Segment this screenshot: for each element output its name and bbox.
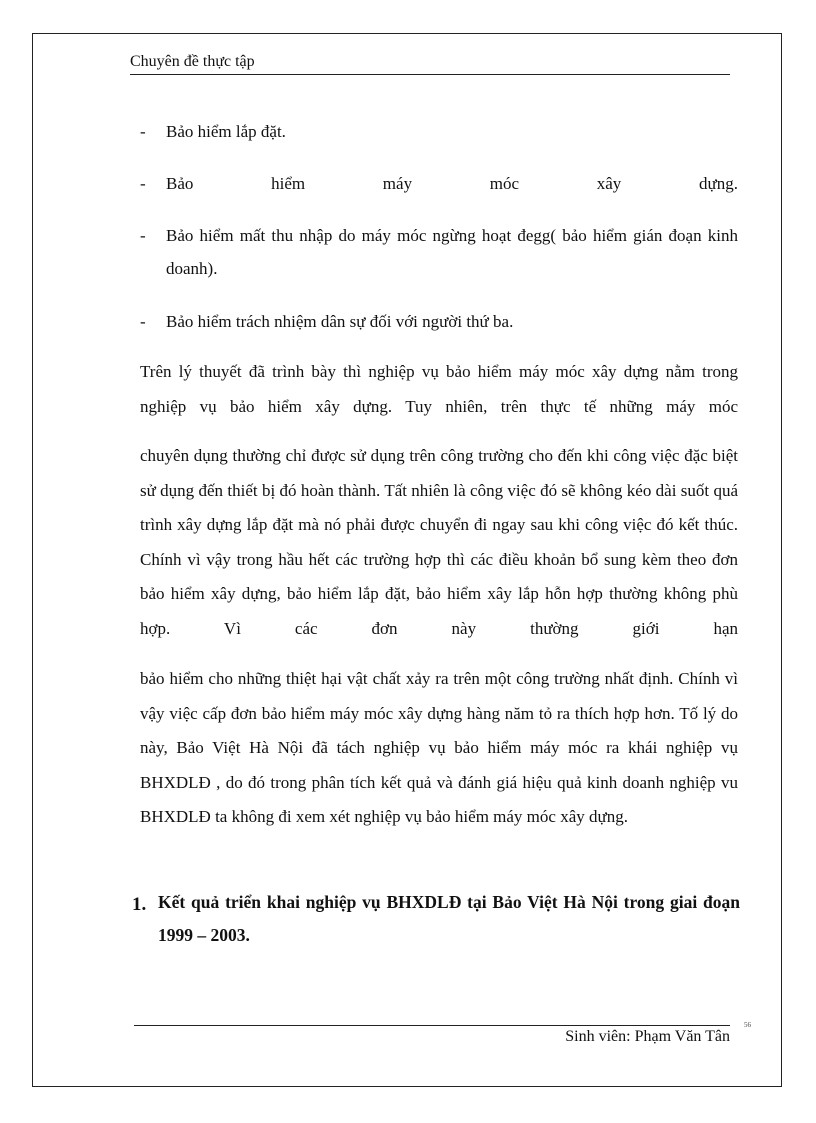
bullet-dash: - [140,226,146,245]
bullet-dash: - [140,312,146,331]
section-title: Kết quả triển khai nghiệp vụ BHXDLĐ tại Bảo Việt Hà Nội trong giai đoạn 1999 – 2003. [158,892,740,945]
paragraph: chuyên dụng thường chỉ được sử dụng trên công trường cho đến khi công việc đặc biệt sử dụng đến thiết bị đó hoàn thành. Tất nhiên là công việc đó sẽ không kéo dài suốt quá trình xây dựng lắp đặt mà nó phải được chuyển đi ngay sau khi công việc đó kết thúc. Chính vì vậy trong hầu hết các trường hợp thì các điều khoản bổ sung kèm theo đơn bảo hiểm xây dựng, bảo hiểm lắp đặt, bảo hiểm xây lắp hỗn hợp thường không phù hợp. Vì các đơn này thường giới hạn [140,446,738,638]
bullet-text: Bảo hiểm máy móc xây dựng. [166,174,738,193]
bullet-text: Bảo hiểm mất thu nhập do máy móc ngừng hoạt đegg( bảo hiểm gián đoạn kinh doanh). [166,226,738,278]
bullet-item [140,167,738,200]
bullet-dash: - [140,174,146,193]
bullet-text: Bảo hiểm lắp đặt. [166,122,286,141]
section-number: 1. [132,894,147,915]
footer-rule [134,1025,730,1026]
bullet-item [140,115,738,148]
footer-student: Sinh viên: Phạm Văn Tân [565,1028,730,1045]
bullet-text: Bảo hiểm trách nhiệm dân sự đối với người thứ ba. [166,312,514,331]
bullet-dash: - [140,122,146,141]
paragraph: Trên lý thuyết đã trình bày thì nghiệp vụ bảo hiểm máy móc xây dựng nằm trong nghiệp vụ bảo hiểm xây dựng. Tuy nhiên, trên thực tế những máy móc [140,362,738,416]
paragraph: bảo hiểm cho những thiệt hại vật chất xảy ra trên một công trường nhất định. Chính vì vậy việc cấp đơn bảo hiểm máy móc xây dựng hàng năm tỏ ra thích hợp hơn. Tố lý do này, Bảo Việt Hà Nội đã tách nghiệp vụ bảo hiểm máy móc ra khái nghiệp vụ BHXDLĐ , do đó trong phân tích kết quả và đánh giá hiệu quả kinh doanh nghiệp vu BHXDLĐ ta không đi xem xét nghiệp vụ bảo hiểm máy móc xây dựng. [140,669,738,827]
section-heading [132,886,740,952]
page-header: Chuyên đề thực tập [130,52,730,75]
page-number: 56 [744,1021,751,1029]
bullet-item [140,305,738,338]
bullet-item [140,219,738,285]
